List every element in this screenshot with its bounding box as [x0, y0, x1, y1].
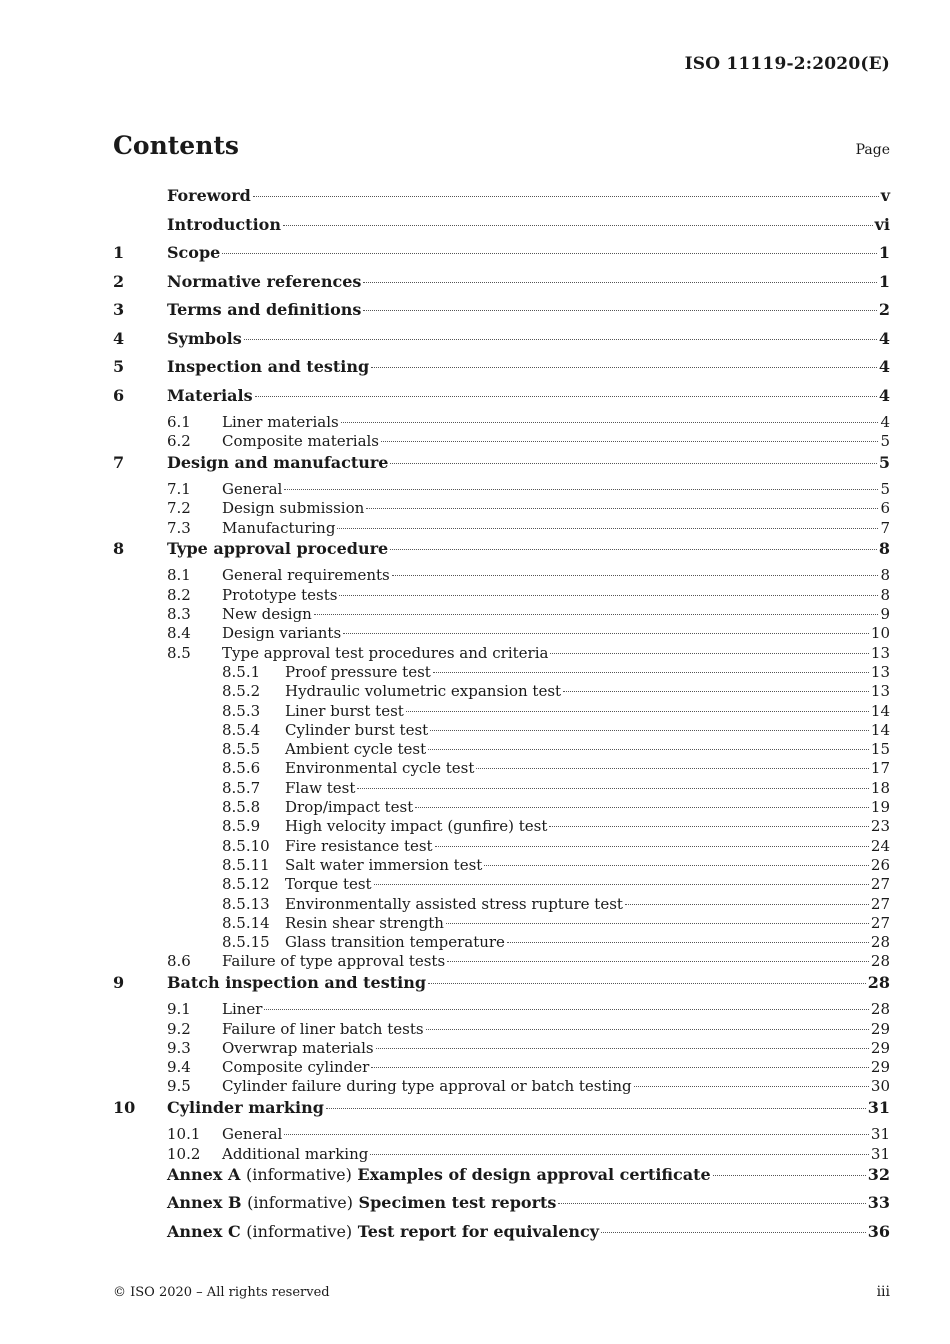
toc-entry[interactable]	[113, 538, 890, 567]
dot-leader	[284, 1134, 869, 1135]
toc-entry-title: Terms and definitions	[167, 300, 362, 319]
dot-leader	[507, 942, 869, 943]
toc-entry-number: 5	[113, 357, 125, 376]
toc-entry-page: 13	[870, 662, 890, 681]
toc-entry-title: New design	[222, 605, 312, 624]
toc-entry-page: 2	[878, 300, 890, 319]
annex-label: Annex C	[167, 1221, 241, 1241]
toc-entry-page: 29	[870, 1058, 890, 1077]
toc-entry-title: Batch inspection and testing	[167, 972, 427, 992]
toc-entry-page: 23	[870, 817, 890, 836]
toc-entry-title	[167, 1164, 711, 1186]
toc-entry[interactable]	[113, 837, 890, 856]
toc-entry-page: 27	[870, 913, 890, 932]
dot-leader	[253, 196, 879, 197]
toc-entry-number: 10.1	[167, 1125, 201, 1144]
toc-entry-page: 13	[870, 682, 890, 701]
toc-entry[interactable]	[113, 779, 890, 798]
annex-title: Test report for equivalency	[357, 1221, 600, 1241]
toc-entry[interactable]	[113, 682, 890, 701]
toc-entry-number: 8.4	[167, 624, 191, 643]
toc-entry-page: 1	[878, 271, 890, 291]
toc-entry-title: General	[222, 1125, 283, 1144]
toc-entry-number: 8.5.2	[222, 682, 261, 701]
toc-entry-number: 8.3	[167, 605, 191, 624]
dot-leader	[283, 225, 873, 226]
toc-entry-title: Failure of liner batch tests	[222, 1019, 424, 1038]
toc-entry-page: 28	[870, 933, 890, 952]
toc-entry-title: Cylinder burst test	[285, 720, 429, 739]
dot-leader	[446, 923, 869, 924]
toc-entry-number: 9.2	[167, 1019, 191, 1038]
toc-entry-page: 31	[867, 1097, 890, 1117]
toc-entry-page: 8	[878, 538, 890, 558]
toc-entry[interactable]	[113, 914, 890, 933]
annex-type: (informative)	[247, 1193, 353, 1213]
toc-entry-page: 18	[870, 778, 890, 797]
toc-entry-title: Ambient cycle test	[285, 740, 427, 759]
toc-entry-title: Design and manufacture	[167, 452, 389, 472]
dot-leader	[371, 367, 877, 368]
toc-entry-title: Glass transition temperature	[285, 933, 505, 952]
toc-entry-number: 3	[113, 300, 125, 319]
dot-leader	[428, 983, 866, 984]
toc-entry-title: Fire resistance test	[285, 836, 433, 855]
toc-entry-page: 26	[870, 855, 890, 874]
toc-entry-number: 10	[113, 1097, 136, 1117]
toc-entry-page: vi	[874, 214, 890, 234]
toc-entry-number: 7.3	[167, 518, 191, 537]
toc-entry[interactable]	[113, 895, 890, 914]
toc-entry-number: 8.5.14	[222, 913, 270, 932]
toc-entry-number: 8.5.5	[222, 740, 261, 759]
toc-entry-number: 9.3	[167, 1038, 191, 1057]
dot-leader	[337, 528, 878, 529]
toc-entry-page: 6	[880, 499, 890, 518]
toc-entry-title: Type approval procedure	[167, 538, 389, 558]
toc-entry[interactable]	[113, 566, 890, 585]
toc-entry[interactable]	[113, 1145, 890, 1164]
toc-entry-number: 9	[113, 972, 125, 992]
annex-title: Specimen test reports	[358, 1193, 557, 1213]
dot-leader	[370, 1154, 869, 1155]
toc-entry-number: 8.5	[167, 643, 191, 662]
toc-entry-page: 5	[878, 452, 890, 472]
toc-entry-title: Design variants	[222, 624, 342, 643]
toc-entry-page: 4	[878, 385, 890, 405]
dot-leader	[314, 614, 879, 615]
toc-entry[interactable]	[113, 1020, 890, 1039]
toc-entry-number: 9.1	[167, 1000, 191, 1019]
dot-leader	[415, 807, 869, 808]
toc-entry-page: 29	[870, 1038, 890, 1057]
annex-title: Examples of design approval certificate	[357, 1164, 711, 1184]
toc-entry[interactable]	[113, 817, 890, 836]
toc-entry-number: 9.4	[167, 1058, 191, 1077]
toc-entry-page: v	[880, 186, 890, 205]
toc-entry-title: Inspection and testing	[167, 357, 370, 376]
toc-entry[interactable]	[113, 856, 890, 875]
toc-entry[interactable]	[113, 299, 890, 328]
dot-leader	[447, 961, 869, 962]
toc-entry[interactable]	[113, 1058, 890, 1077]
toc-entry-title: Cylinder marking	[167, 1097, 324, 1117]
toc-entry-number: 6.2	[167, 432, 191, 451]
dot-leader	[563, 691, 869, 692]
toc-entry[interactable]	[113, 721, 890, 740]
dot-leader	[374, 884, 869, 885]
dot-leader	[433, 672, 869, 673]
toc-entry-page: 15	[870, 740, 890, 759]
toc-entry-number: 6.1	[167, 413, 191, 431]
toc-entry-title: Cylinder failure during type approval or batch testing	[222, 1077, 632, 1096]
toc-entry-page: 28	[867, 972, 890, 992]
toc-entry-number: 8.5.7	[222, 778, 261, 797]
toc-entry[interactable]	[113, 972, 890, 1001]
toc-entry[interactable]	[113, 759, 890, 778]
dot-leader	[484, 865, 869, 866]
dot-leader	[366, 508, 878, 509]
toc-entry-title	[167, 1192, 556, 1214]
dot-leader	[430, 730, 869, 731]
toc-entry-page: 33	[867, 1193, 890, 1213]
toc-entry-page: 5	[880, 432, 890, 451]
toc-entry-title: Introduction	[167, 214, 281, 234]
dot-leader	[392, 575, 879, 576]
dot-leader	[255, 396, 877, 397]
annex-type: (informative)	[246, 1221, 353, 1241]
toc-entry-title: Environmentally assisted stress rupture test	[285, 894, 623, 913]
toc-entry-number: 9.5	[167, 1077, 191, 1096]
toc-entry-title: Torque test	[285, 875, 372, 894]
dot-leader	[390, 549, 877, 550]
dot-leader	[326, 1108, 866, 1109]
dot-leader	[284, 489, 878, 490]
copyright-notice: © ISO 2020 – All rights reserved	[113, 1285, 330, 1300]
toc-entry[interactable]	[113, 933, 890, 952]
toc-entry-title: Normative references	[167, 271, 362, 291]
toc-entry-number: 7.1	[167, 480, 191, 499]
toc-entry-number: 8.5.9	[222, 817, 261, 836]
dot-leader	[406, 711, 869, 712]
dot-leader	[244, 339, 877, 340]
dot-leader	[428, 749, 869, 750]
toc-entry-title: Hydraulic volumetric expansion test	[285, 682, 562, 701]
toc-entry-page: 31	[870, 1125, 890, 1144]
toc-entry[interactable]	[113, 952, 890, 971]
toc-entry-title: Proof pressure test	[285, 662, 431, 681]
dot-leader	[376, 1048, 869, 1049]
toc-entry-number: 8.5.6	[222, 759, 261, 778]
toc-entry-title: Design submission	[222, 499, 365, 518]
toc-entry[interactable]	[113, 242, 890, 271]
toc-entry-number: 2	[113, 271, 125, 291]
toc-entry-title: General	[222, 480, 283, 499]
toc-entry-title: Liner	[222, 1000, 263, 1019]
toc-entry[interactable]	[113, 356, 890, 385]
toc-entry[interactable]	[113, 586, 890, 605]
dot-leader	[625, 904, 869, 905]
toc-entry-title: Symbols	[167, 328, 242, 348]
toc-entry[interactable]	[113, 1221, 890, 1250]
toc-entry-number: 8.5.1	[222, 662, 261, 681]
footer-page-number: iii	[876, 1284, 890, 1300]
dot-leader	[558, 1203, 865, 1204]
toc-entry-page: 28	[870, 1000, 890, 1019]
toc-entry[interactable]	[113, 605, 890, 624]
toc-entry-page: 1	[878, 243, 890, 262]
toc-entry[interactable]	[113, 432, 890, 451]
toc-entry-number: 8.6	[167, 952, 191, 971]
toc-entry[interactable]	[113, 385, 890, 414]
toc-entry-page: 8	[880, 585, 890, 604]
toc-entry-page: 13	[870, 643, 890, 662]
toc-entry[interactable]	[113, 480, 890, 499]
toc-entry-page: 5	[880, 480, 890, 499]
toc-entry-title: High velocity impact (gunfire) test	[285, 817, 548, 836]
toc-entry[interactable]	[113, 1000, 890, 1019]
toc-entry-page: 4	[878, 328, 890, 348]
toc-entry-number: 7	[113, 452, 125, 472]
dot-leader	[341, 422, 879, 423]
dot-leader	[343, 633, 869, 634]
toc-entry[interactable]	[113, 185, 890, 214]
dot-leader	[550, 653, 868, 654]
toc-entry-number: 8.5.12	[222, 875, 270, 894]
toc-entry-page: 30	[870, 1077, 890, 1096]
toc-entry-number: 8.5.10	[222, 836, 270, 855]
toc-entry[interactable]	[113, 1192, 890, 1221]
toc-entry-page: 32	[867, 1164, 890, 1184]
toc-entry-title: Prototype tests	[222, 585, 338, 604]
toc-entry-title: Composite materials	[222, 432, 380, 451]
toc-entry-page: 8	[880, 566, 890, 585]
toc-entry-number: 4	[113, 328, 125, 348]
toc-entry-number: 8.5.4	[222, 720, 261, 739]
toc-entry-title: Drop/impact test	[285, 798, 414, 817]
toc-entry-title: Overwrap materials	[222, 1038, 374, 1057]
toc-entry[interactable]	[113, 452, 890, 481]
toc-entry-page: 31	[870, 1144, 890, 1163]
toc-entry-page: 24	[870, 836, 890, 855]
toc-entry-number: 8.2	[167, 585, 191, 604]
dot-leader	[363, 282, 876, 283]
toc-entry[interactable]	[113, 1077, 890, 1096]
dot-leader	[549, 826, 869, 827]
toc-entry-title	[167, 1221, 599, 1243]
annex-label: Annex B	[167, 1193, 242, 1213]
toc-entry[interactable]	[113, 1164, 890, 1193]
toc-entry-page: 9	[880, 605, 890, 624]
toc-entry-number: 1	[113, 243, 125, 262]
toc-entry[interactable]	[113, 413, 890, 432]
dot-leader	[390, 463, 876, 464]
dot-leader	[371, 1067, 869, 1068]
toc-entry-title: Liner burst test	[285, 701, 404, 720]
toc-entry[interactable]	[113, 1097, 890, 1126]
dot-leader	[264, 1009, 868, 1010]
toc-entry-number: 6	[113, 385, 125, 405]
toc-entry[interactable]	[113, 740, 890, 759]
toc-entry-page: 27	[870, 894, 890, 913]
toc-entry-number: 8.5.3	[222, 701, 261, 720]
toc-entry-number: 10.2	[167, 1144, 201, 1163]
toc-entry-title: Salt water immersion test	[285, 855, 483, 874]
dot-leader	[222, 253, 877, 254]
dot-leader	[363, 310, 876, 311]
toc-entry-title: Type approval test procedures and criteria	[222, 643, 549, 662]
toc-entry[interactable]	[113, 1125, 890, 1144]
standard-number: ISO 11119-2:2020(E)	[684, 54, 890, 74]
toc-entry-page: 28	[870, 952, 890, 971]
toc-entry-page: 14	[870, 720, 890, 739]
toc-entry-number: 7.2	[167, 499, 191, 518]
toc-entry-title: Failure of type approval tests	[222, 952, 446, 971]
toc-entry-title: General requirements	[222, 566, 390, 585]
annex-type: (informative)	[245, 1164, 352, 1184]
toc-entry-number: 8.5.11	[222, 855, 270, 874]
toc-entry[interactable]	[113, 663, 890, 682]
toc-entry-title: Materials	[167, 385, 253, 405]
page-title: Contents	[113, 131, 240, 160]
toc-entry-page: 7	[880, 518, 890, 537]
toc-entry-title: Manufacturing	[222, 518, 336, 537]
toc-entry-number: 8.5.13	[222, 894, 270, 913]
dot-leader	[476, 768, 869, 769]
toc-entry[interactable]	[113, 702, 890, 721]
toc-entry[interactable]	[113, 519, 890, 538]
toc-entry[interactable]	[113, 875, 890, 894]
page-column-label: Page	[855, 142, 890, 158]
toc-entry[interactable]	[113, 271, 890, 300]
table-of-contents	[113, 185, 890, 1249]
toc-entry[interactable]	[113, 798, 890, 817]
dot-leader	[601, 1232, 866, 1233]
toc-entry-title: Resin shear strength	[285, 913, 444, 932]
toc-entry-page: 4	[880, 413, 890, 431]
dot-leader	[634, 1086, 869, 1087]
toc-entry-number: 8.1	[167, 566, 191, 585]
toc-entry[interactable]	[113, 1039, 890, 1058]
toc-entry[interactable]	[113, 644, 890, 663]
toc-entry-number: 8	[113, 538, 125, 558]
toc-entry[interactable]	[113, 499, 890, 518]
toc-entry-page: 19	[870, 798, 890, 817]
toc-entry-title: Scope	[167, 243, 221, 262]
dot-leader	[713, 1175, 866, 1176]
dot-leader	[339, 595, 878, 596]
toc-entry-page: 36	[867, 1221, 890, 1241]
dot-leader	[435, 846, 869, 847]
dot-leader	[426, 1029, 869, 1030]
toc-entry-page: 17	[870, 759, 890, 778]
toc-entry-title: Foreword	[167, 186, 251, 205]
toc-entry-number: 8.5.8	[222, 798, 261, 817]
toc-entry-title: Environmental cycle test	[285, 759, 475, 778]
toc-entry[interactable]	[113, 624, 890, 643]
annex-label: Annex A	[167, 1164, 241, 1184]
dot-leader	[381, 441, 878, 442]
toc-entry-title: Composite cylinder	[222, 1058, 370, 1077]
toc-entry-title: Flaw test	[285, 778, 356, 797]
toc-entry[interactable]	[113, 214, 890, 243]
toc-entry-page: 4	[878, 357, 890, 376]
toc-entry-title: Liner materials	[222, 413, 339, 431]
toc-entry[interactable]	[113, 328, 890, 357]
toc-entry-page: 27	[870, 875, 890, 894]
toc-entry-page: 14	[870, 701, 890, 720]
toc-entry-title: Additional marking	[222, 1144, 369, 1163]
toc-entry-page: 10	[870, 624, 890, 643]
toc-entry-page: 29	[870, 1019, 890, 1038]
dot-leader	[357, 788, 869, 789]
toc-entry-number: 8.5.15	[222, 933, 270, 952]
